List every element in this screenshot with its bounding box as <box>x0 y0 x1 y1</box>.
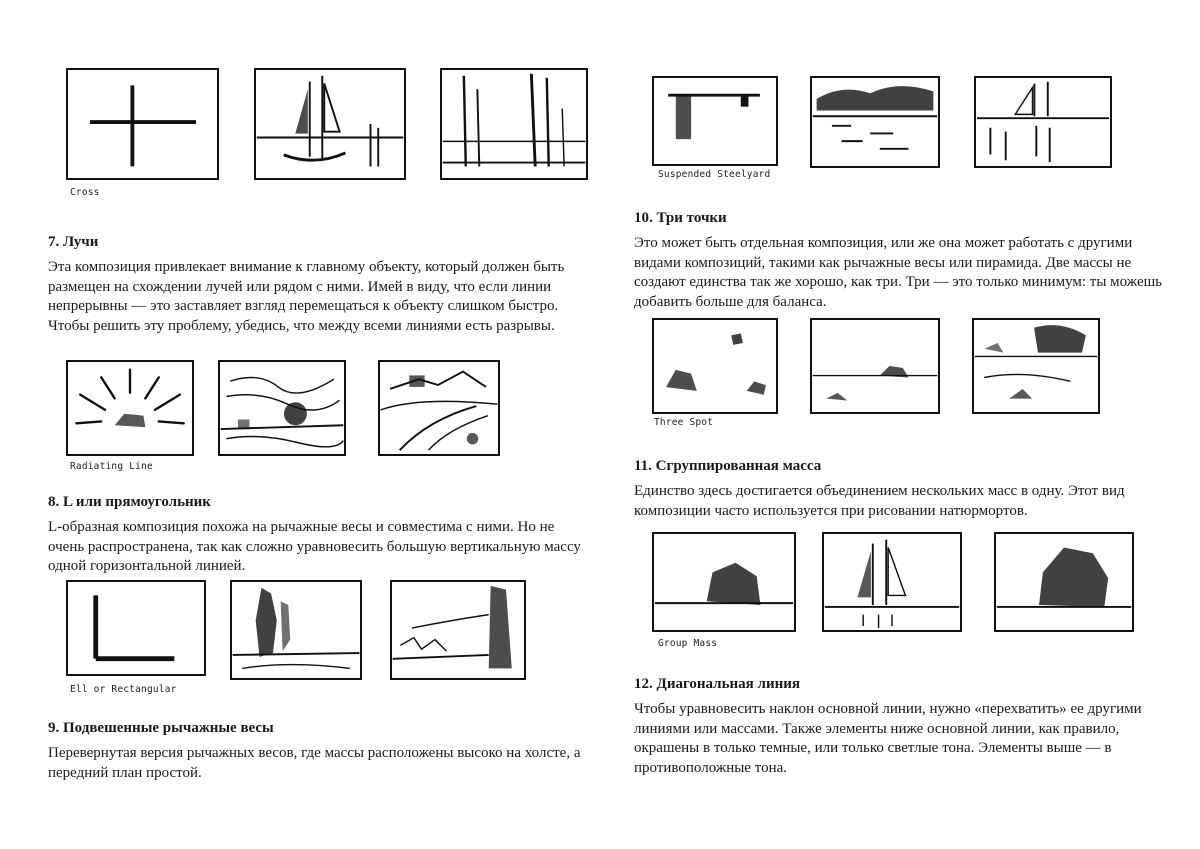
trees-sketch-svg <box>442 70 586 178</box>
text-section-7: Эта композиция привлекает внимание к главному объекту, который должен быть размещен на схождении лучей или рядом с ними. Имей в виду, что если линии непрерывны — это заставляет взгляд перемещаться к объекту слишком быстро. Чтобы решить эту проблему, убедись, что между всеми линиями есть разрывы. <box>48 259 565 334</box>
threespot-sketch-svg <box>654 320 776 412</box>
caption-threespot: Three Spot <box>654 417 714 428</box>
sketch-steelyard-diagram <box>652 76 778 166</box>
group-sailboats-sketch-svg <box>824 534 960 630</box>
sketch-threespot-rocks <box>810 318 940 414</box>
landscape-sketch-svg <box>220 362 344 454</box>
steelyard-sketch-svg <box>654 78 776 164</box>
text-section-10: Это может быть отдельная композиция, или же она может работать с другими видами композиций, такими как рычажные весы или пирамида. Две массы не создают единства так же хорошо, как три. Три — это только минимум: ты можешь добавить больше для баланса. <box>634 235 1162 310</box>
sketch-threespot-landscape <box>972 318 1100 414</box>
sketch-cross-diagram <box>66 68 219 180</box>
sketch-steelyard-boats <box>974 76 1112 168</box>
cross-sketch-svg <box>68 70 217 178</box>
group-rocks-sketch-svg <box>654 534 794 630</box>
sketch-radiating-diagram <box>66 360 194 456</box>
threespot-rocks-sketch-svg <box>812 320 938 412</box>
road-sketch-svg <box>380 362 498 454</box>
illustration-strip-steelyard <box>652 76 1152 186</box>
sketch-threespot-diagram <box>652 318 778 414</box>
caption-group: Group Mass <box>658 638 718 649</box>
sketch-radiating-landscape <box>218 360 346 456</box>
illustration-strip-group <box>652 532 1152 650</box>
heading-section-11: 11. Сгруппированная масса <box>634 458 822 474</box>
radiating-sketch-svg <box>68 362 192 454</box>
threespot-landscape-sketch-svg <box>974 320 1098 412</box>
steelyard-boats-sketch-svg <box>976 78 1110 166</box>
sketch-steelyard-trees <box>810 76 940 168</box>
caption-cross: Cross <box>70 187 100 198</box>
heading-section-9: 9. Подвешенные рычажные весы <box>48 720 274 736</box>
sketch-group-rocks <box>652 532 796 632</box>
caption-radiating: Radiating Line <box>70 461 153 472</box>
group-trees-sketch-svg <box>996 534 1132 630</box>
sketch-ell-diagram <box>66 580 206 676</box>
caption-steelyard: Suspended Steelyard <box>658 169 771 180</box>
caption-ell: Ell or Rectangular <box>70 684 177 695</box>
text-section-8: L-образная композиция похожа на рычажные весы и совместима с ними. Но не очень распространена, так как сложно уравновесить большую вертикальную массу одной горизонтальной линией. <box>48 519 581 574</box>
heading-section-7: 7. Лучи <box>48 234 99 250</box>
text-section-12: Чтобы уравновесить наклон основной линии, нужно «перехватить» ее другими линиями или массами. Также элементы ниже основной линии, как правило, окрашены в только темные, или только светлые тона. Элементы выше — в противоположные тона. <box>634 701 1142 776</box>
sketch-group-trees <box>994 532 1134 632</box>
sailboat-sketch-svg <box>256 70 404 178</box>
ell-cliff-sketch-svg <box>392 582 524 678</box>
text-section-9: Перевернутая версия рычажных весов, где массы расположены высоко на холсте, а передний план простой. <box>48 745 581 781</box>
sketch-ell-cliff <box>390 580 526 680</box>
heading-section-8: 8. L или прямоугольник <box>48 494 211 510</box>
heading-section-12: 12. Диагональная линия <box>634 676 800 692</box>
sketch-radiating-road <box>378 360 500 456</box>
illustration-strip-ell <box>66 580 606 695</box>
illustration-strip-threespot <box>652 318 1152 433</box>
sketch-group-sailboats <box>822 532 962 632</box>
illustration-strip-cross <box>66 68 606 198</box>
sketch-ell-tree <box>230 580 362 680</box>
sketch-cross-trees <box>440 68 588 180</box>
steelyard-trees-sketch-svg <box>812 78 938 166</box>
ell-sketch-svg <box>68 582 204 674</box>
illustration-strip-radiating <box>66 360 606 475</box>
text-section-11: Единство здесь достигается объединением нескольких масс в одну. Этот вид композиции часто используется при рисовании натюрмортов. <box>634 483 1125 519</box>
heading-section-10: 10. Три точки <box>634 210 727 226</box>
sketch-cross-sailboat <box>254 68 406 180</box>
ell-tree-sketch-svg <box>232 582 360 678</box>
